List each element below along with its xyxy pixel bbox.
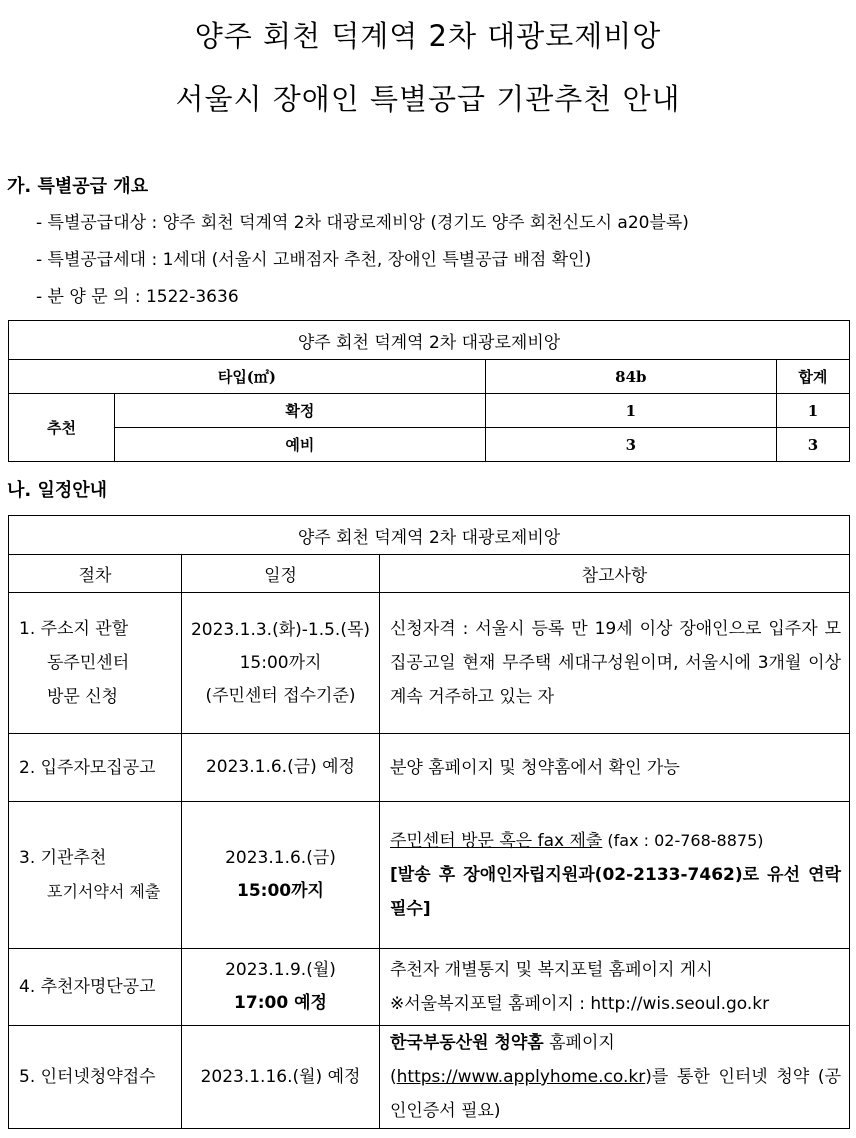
- info-households: - 특별공급세대 : 1세대 (서울시 고배점자 추천, 장애인 특별공급 배점 확인): [36, 250, 592, 270]
- schedule-text: 2023.1.9.(월): [225, 960, 336, 980]
- row-label-confirmed: 확정: [115, 394, 486, 428]
- cell-reserve-84b: 3: [485, 428, 776, 462]
- notes-text: 분양 홈페이지 및 청약홈에서 확인 가능: [390, 757, 680, 778]
- notes-cell: [380, 802, 850, 949]
- notes-cell: [380, 734, 850, 802]
- header-total: 합계: [776, 360, 849, 394]
- info-inquiry: - 분 양 문 의 : 1522-3636: [36, 287, 239, 307]
- notes-text: 한국부동산원 청약홈: [390, 1033, 544, 1053]
- notes-text: (fax : 02-768-8875): [602, 831, 764, 850]
- procedure-cell: [9, 949, 182, 1026]
- procedure-text: 2. 입주자모집공고: [19, 757, 156, 778]
- procedure-text: 포기서약서 제출: [47, 882, 161, 901]
- schedule-text: 2023.1.6.(금) 예정: [205, 757, 356, 777]
- schedule-table: [8, 515, 850, 1129]
- table-row: [9, 949, 850, 1026]
- procedure-cell: [9, 593, 182, 734]
- notes-text: 홈페이지: [543, 1033, 615, 1053]
- procedure-text: 4. 추천자명단공고: [19, 977, 156, 997]
- page-subtitle: 서울시 장애인 특별공급 기관추천 안내: [175, 82, 681, 116]
- section-b-heading: 나. 일정안내: [7, 480, 108, 501]
- schedule-cell: [182, 949, 380, 1026]
- notes-text: ※서울복지포털 홈페이지 : http://wis.seoul.go.kr: [390, 994, 770, 1014]
- notes-text: (: [390, 1067, 397, 1087]
- applyhome-link[interactable]: https://www.applyhome.co.kr: [396, 1067, 646, 1087]
- cell-confirmed-total: 1: [776, 394, 849, 428]
- schedule-text: 2023.1.6.(금): [225, 848, 336, 868]
- cell-reserve-total: 3: [776, 428, 849, 462]
- header-84b: 84b: [485, 360, 776, 394]
- procedure-text: 3. 기관추천: [19, 848, 107, 868]
- procedure-cell: [9, 802, 182, 949]
- info-target: - 특별공급대상 : 양주 회천 덕계역 2차 대광로제비앙 (경기도 양주 회천신도시 a20블록): [36, 213, 689, 233]
- schedule-text: 15:00까지: [237, 881, 324, 901]
- notes-text: 신청자격 : 서울시 등록 만 19세 이상 장애인으로 입주자 모집공고일 현재 무주택 세대구성원이며, 서울시에 3개월 이상 계속 거주하고 있는 자: [390, 619, 841, 707]
- header-type: 타입(㎡): [9, 360, 486, 394]
- notes-cell: [380, 949, 850, 1026]
- schedule-text: 2023.1.16.(월) 예정: [200, 1066, 361, 1087]
- table-row: [9, 593, 850, 734]
- notes-text: 주민센터 방문 혹은 fax 제출: [390, 831, 603, 851]
- supply-table-caption: 양주 회천 덕계역 2차 대광로제비앙: [9, 321, 850, 360]
- header-notes: 참고사항: [380, 555, 850, 593]
- procedure-text: 동주민센터: [47, 653, 130, 673]
- notes-cell: [380, 593, 850, 734]
- schedule-text: 17:00 예정: [234, 993, 327, 1013]
- procedure-text: 1. 주소지 관할: [19, 619, 129, 639]
- procedure-text: 방문 신청: [47, 687, 119, 707]
- row-label-reserve: 예비: [115, 428, 486, 462]
- table-row: [9, 1026, 850, 1129]
- schedule-table-caption: 양주 회천 덕계역 2차 대광로제비앙: [9, 516, 850, 555]
- notes-text: 추천자 개별통지 및 복지포털 홈페이지 게시: [390, 960, 713, 980]
- notes-text: [발송 후 장애인자립지원과(02-2133-7462)로 유선 연락 필수]: [390, 865, 841, 919]
- schedule-text: (주민센터 접수기준): [205, 685, 356, 706]
- header-procedure: 절차: [9, 555, 182, 593]
- schedule-cell: [182, 593, 380, 734]
- schedule-cell: [182, 734, 380, 802]
- table-row: [9, 734, 850, 802]
- section-a-heading: 가. 특별공급 개요: [7, 176, 149, 197]
- notes-cell: [380, 1026, 850, 1129]
- notes-text: )를 통한 인터넷 청약 (공인인증서 필요): [390, 1067, 841, 1121]
- procedure-text: 5. 인터넷청약접수: [19, 1067, 156, 1087]
- row-group-recommend: 추천: [9, 394, 115, 462]
- schedule-cell: [182, 1026, 380, 1129]
- schedule-text: 2023.1.3.(화)-1.5.(목): [190, 619, 371, 640]
- header-schedule: 일정: [182, 555, 380, 593]
- page-title: 양주 회천 덕계역 2차 대광로제비앙: [194, 19, 662, 53]
- table-row: [9, 802, 850, 949]
- procedure-cell: [9, 734, 182, 802]
- schedule-cell: [182, 802, 380, 949]
- procedure-cell: [9, 1026, 182, 1129]
- supply-table: [8, 320, 850, 462]
- cell-confirmed-84b: 1: [485, 394, 776, 428]
- schedule-text: 15:00까지: [239, 652, 322, 673]
